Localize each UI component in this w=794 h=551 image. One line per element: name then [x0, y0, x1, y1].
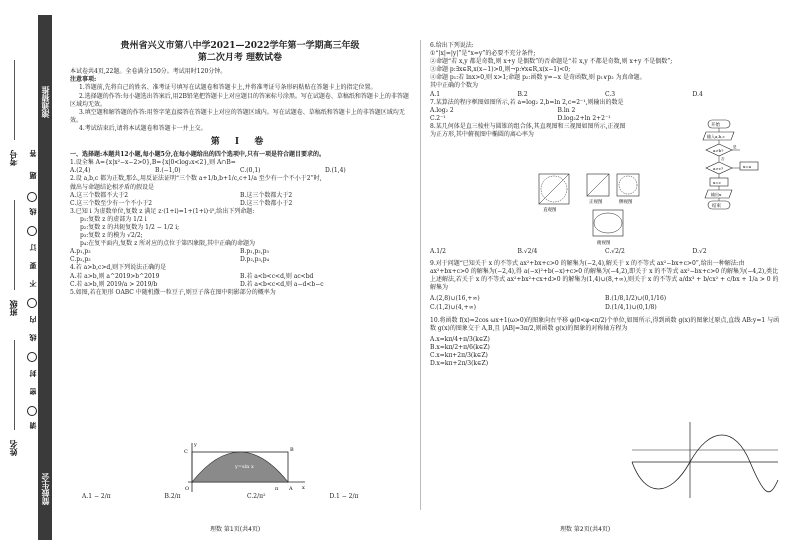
question-4: 4.若 a>b,c>d,则下列说法正确的是: [70, 264, 167, 272]
q3-options-row1: [70, 248, 410, 256]
option: C.3: [605, 90, 616, 98]
question-9: 9.对于问题“已知关于 x 的不等式 ax²+bx+c>0 的解集为(−2,4),解关于 x 的不等式 ax²−bx+c>0”,给出一种解法:由 ax²+bx+c>0 的解集为(−2,4),得 a(−x)²+b(−x)+c>0 的解集为(−4,2),即关于 x 的不等式 ax²−bx+c>0 的解集为(−4,2),类比上述解法,若关于 x 的不等式 ax²+bx²+cx+d>0 的解集为(1,4)∪(8,+∞),则关于 x 的不等式 a/dx³ + b/cx² + c/bx + 1/a > 0 的解集为: [430, 260, 779, 292]
view-solid-label: 直观图: [543, 208, 557, 213]
option: D.(1,4): [325, 167, 346, 175]
flow-output-label: 输出x: [711, 192, 722, 197]
left-column: [70, 40, 410, 297]
option: B.若 a<b<c<d,则 ac<bd: [240, 272, 314, 280]
q2-options-row2: [70, 200, 410, 208]
q6-item: ④命题 p₁:若 lnx>0,则 x>1;命题 p₂:函数 y=−x 是奇函数,则 p₁∨p₂ 为真命题。: [430, 74, 646, 82]
note-item: 4.考试结束后,请将本试题卷和答题卡一并上交。: [79, 124, 207, 132]
option: D.1 − 2/π: [329, 493, 359, 500]
question-5: 5.如图,若在矩形 OABC 中随机撒一粒豆子,则豆子落在图中阴影部分的概率为: [70, 288, 276, 296]
seal-circle: [27, 226, 37, 236]
flow-decision-2-label: a>c?: [713, 166, 724, 171]
q7-flowchart: [700, 118, 770, 210]
option: B.√2/4: [517, 248, 538, 255]
top-ellipse: [594, 213, 622, 233]
flow-yes-label: 是: [733, 145, 737, 149]
binding-bar-top-text: 滚通猜推: [41, 86, 50, 118]
seal-char: 答: [29, 150, 37, 157]
name-label: 姓名: [9, 440, 18, 456]
flow-decision-1-label: a>b?: [713, 148, 724, 153]
view-top: [593, 210, 623, 236]
q3-proposition: p₄:在复平面内,复数 z 所对应的点位于第四象限,其中正确的命题为: [80, 240, 256, 248]
q10-option: C.x=kπ+2π/3(k∈Z): [430, 352, 488, 360]
option: C.2/π²: [247, 493, 266, 500]
option: B.2: [517, 90, 528, 98]
q5-options: [82, 493, 412, 501]
q3-proposition: p₃:复数 z 的模为 √2/2;: [80, 232, 143, 240]
point-b-label: B: [290, 447, 294, 453]
seal-circle: [27, 352, 37, 362]
question-3: 3.已知 i 为虚数单位,复数 z 满足 z·(1+i)=1+(1+i)·i⁵,给出下列命题:: [70, 207, 255, 215]
seal-char: 不: [29, 280, 37, 287]
q8-figure: [535, 170, 675, 250]
q3-proposition: p₂:复数 z 的共轭复数为 1/2 − 1/2 i;: [80, 224, 180, 232]
option: C.p₂,p₃: [70, 256, 91, 264]
option: C.这三个数至少有一个不小于2: [70, 199, 153, 207]
q2-options-row1: [70, 192, 410, 200]
seal-char: 内: [29, 316, 37, 323]
binding-strip: [0, 0, 62, 551]
option: A.(2,8)∪(16,+∞): [430, 295, 480, 303]
x-label: x: [302, 485, 305, 491]
q6-item: ③命题 p:∃x∈R,x(x−1)>0,则¬p:∀x∈R,x(x−1)<0;: [430, 66, 571, 74]
note-item: 1.答题前,先将自己的姓名、准考证号填写在试题卷和答题卡上,并将准考证号条形码粘贴在答题卡上的指定位置。: [79, 84, 377, 92]
option: C.(0,1): [240, 167, 261, 175]
exam-subtitle: 第二次月考 理数试卷: [197, 53, 283, 64]
q7-options-row2: [430, 115, 685, 123]
option: C.2⁻¹: [430, 114, 446, 122]
option: D.p₂,p₃,p₄: [240, 256, 270, 264]
exam-no-label: 考号: [9, 150, 18, 166]
q10-option: B.x=kπ/2+π/6(k∈Z): [430, 343, 490, 351]
seal-char: 请: [29, 422, 37, 429]
flow-assign-c-label: x=c: [713, 180, 721, 185]
option: A.1: [430, 90, 441, 98]
option: A.1 − 2/π: [82, 493, 111, 500]
q10-option: D.x=kπ+2π/3(k∈Z): [430, 360, 489, 368]
q9-options-row1: [430, 295, 780, 303]
page-footer-left: 理数 第1页(共4页): [210, 526, 261, 533]
view-top-label: 俯视图: [597, 241, 611, 246]
option: B.(−1,0): [155, 167, 181, 175]
name-line: [14, 340, 15, 430]
option: B.这三个数都大于2: [240, 191, 293, 199]
seal-char: 线: [29, 208, 37, 215]
option: D.log₂2+ln 2+2⁻¹: [557, 114, 611, 122]
seal-char: 线: [29, 334, 37, 341]
column-divider: [420, 40, 421, 510]
question-7: 7.某算法的程序框图如图所示,若 a=log₂ 2,b=ln 2,c=2⁻¹,则输出的数是: [430, 98, 624, 106]
seal-char: 订: [29, 244, 37, 251]
class-label: 班级: [9, 300, 18, 316]
page-footer-right: 理数 第2页(共4页): [560, 526, 611, 533]
option: A.这三个数都不大于2: [70, 191, 129, 199]
question-1: 1.设全集 A={x|x²−x−2>0},B={x|0<log₂x<2},则 A∩B=: [70, 159, 236, 167]
seal-circle: [27, 298, 37, 308]
q6-options: [430, 91, 780, 99]
q9-options-row2: [430, 304, 780, 312]
option: A.若 a>b,则 a^2019>b^2019: [70, 272, 160, 280]
question-2: 2.设 a,b,c 都为正数,那么,用反证法证明“三个数 a+1/b,b+1/c,c+1/a 至少有一个不小于2”时,: [70, 175, 322, 183]
option: D.(1/4,1)∪(0,1/8): [605, 303, 657, 311]
side-circle: [619, 176, 637, 194]
right-column-lower: [430, 248, 780, 368]
note-item: 2.选择题的作答:每小题选出答案后,用2B铅笔把答题卡上对应题目的答案标号涂黑。写在试题卷、草稿纸和答题卡上的非答题区域均无效。: [70, 92, 409, 108]
question-10: 10.将函数 f(x)=2cos ωx+1(ω>0)的图象向右平移 φ(0<φ<π/2)个单位,如图所示,得到函数 g(x)的图象过原点,直线 AB:y=1 与函数 g(x)的图象交于 A,B,且 |AB|=3π/2,则函数 g(x)的图象的对称轴方程为: [430, 316, 780, 332]
option: D.√2: [692, 248, 707, 255]
q5-figure: [180, 440, 310, 495]
seal-char: 封: [29, 370, 37, 377]
section-title: 第 Ⅰ 卷: [210, 137, 270, 148]
section-instruction: 一、选择题:本题共12小题,每小题5分,在每小题给出的四个选项中,只有一项是符合题目要求的。: [70, 151, 326, 159]
question-2-cont: 做出与命题结论相矛盾的假设是: [70, 183, 155, 191]
point-a-label: A: [289, 486, 293, 492]
option: C.若 a>b,则 2019/a > 2019/b: [70, 280, 158, 288]
point-c-label: C: [184, 449, 188, 455]
pi-label: π: [275, 486, 279, 492]
intro-text: 本试卷共4页,22题。全卷满分150分。考试用时120分钟。: [70, 68, 227, 76]
option: C.√2/2: [605, 248, 625, 255]
seal-circle: [27, 192, 37, 202]
seal-char: 密: [29, 388, 37, 395]
flow-start-label: 开始: [711, 123, 720, 128]
question-8: 8.某几何体是直三棱柱与圆锥的组合体,其直观图和三视图如图所示,正视图: [430, 122, 626, 130]
view-side: [617, 174, 639, 196]
question-6: 6.给出下列说法:: [430, 42, 474, 49]
seal-circle: [27, 406, 37, 416]
option: D.若 a<b<c<d,则 a−d<b−c: [240, 280, 324, 288]
view-front-label: 正视图: [589, 200, 603, 205]
q10-option: A.x=kπ/4+π/3(k∈Z): [430, 335, 490, 343]
exam-title: 贵州省兴义市第八中学2021—2022学年第一学期高三年级: [120, 41, 360, 51]
exam-no-line: [14, 60, 15, 140]
origin-label: O: [185, 486, 190, 492]
option: A.p₁,p₃: [70, 248, 91, 256]
binding-bar-bottom-text: 简鼓生会: [41, 473, 50, 505]
seal-char: 题: [29, 172, 37, 179]
q6-tail: 其中正确的个数为: [430, 82, 479, 90]
view-side-label: 侧视图: [619, 200, 633, 205]
solid-edge: [539, 174, 569, 204]
option: B.(1/8,1/2)∪(0,1/16): [605, 295, 667, 303]
question-8-cont: 为正方形,其中俯视图中椭圆的离心率为: [430, 131, 534, 139]
q4-options-row1: [70, 273, 410, 281]
q3-proposition: p₁:复数 z 的虚部为 1/2 i: [80, 215, 147, 223]
option: D.这三个数都小于2: [240, 199, 293, 207]
front-edge: [587, 174, 609, 196]
q7-options-row1: [430, 107, 685, 115]
option: C.(1,2)∪(4,+∞): [430, 303, 476, 311]
q10-figure: [630, 420, 780, 500]
notes-title: 注意事项:: [70, 76, 97, 84]
note-item: 3.填空题和解答题的作答:用签字笔直接答在答题卡上对应的答题区域内。写在试题卷、草稿纸和答题卡上的非答题区域均无效。: [70, 108, 405, 124]
class-line: [14, 200, 15, 290]
option: A.(2,4): [70, 167, 91, 175]
flow-input-label: 输入a,b,c: [707, 134, 725, 139]
option: D.4: [692, 90, 703, 98]
flow-end-label: 结束: [712, 204, 721, 209]
q6-item: ①“|x|=|y|”是“x=y”的必要不充分条件;: [430, 50, 536, 58]
option: B.p₁,p₂,p₃: [240, 248, 269, 256]
fn-label: y=sin x: [235, 464, 254, 470]
q4-options-row2: [70, 281, 410, 289]
g-curve: [632, 435, 778, 492]
y-label: y: [194, 442, 197, 448]
option: A.1/2: [430, 248, 446, 255]
option: B.ln 2: [557, 106, 576, 114]
option: B.2/π: [164, 493, 181, 500]
option: A.log₂ 2: [430, 106, 454, 114]
q8-options: [430, 248, 780, 256]
flow-no-label: 否: [721, 157, 725, 161]
q6-item: ②命题“若 x,y 都是奇数,则 x+y 是偶数”的否命题是“若 x,y 不都是奇数,则 x+y 不是偶数”;: [430, 58, 673, 66]
flow-assign-a-label: x=a: [743, 164, 751, 169]
seal-char: 要: [29, 262, 37, 269]
